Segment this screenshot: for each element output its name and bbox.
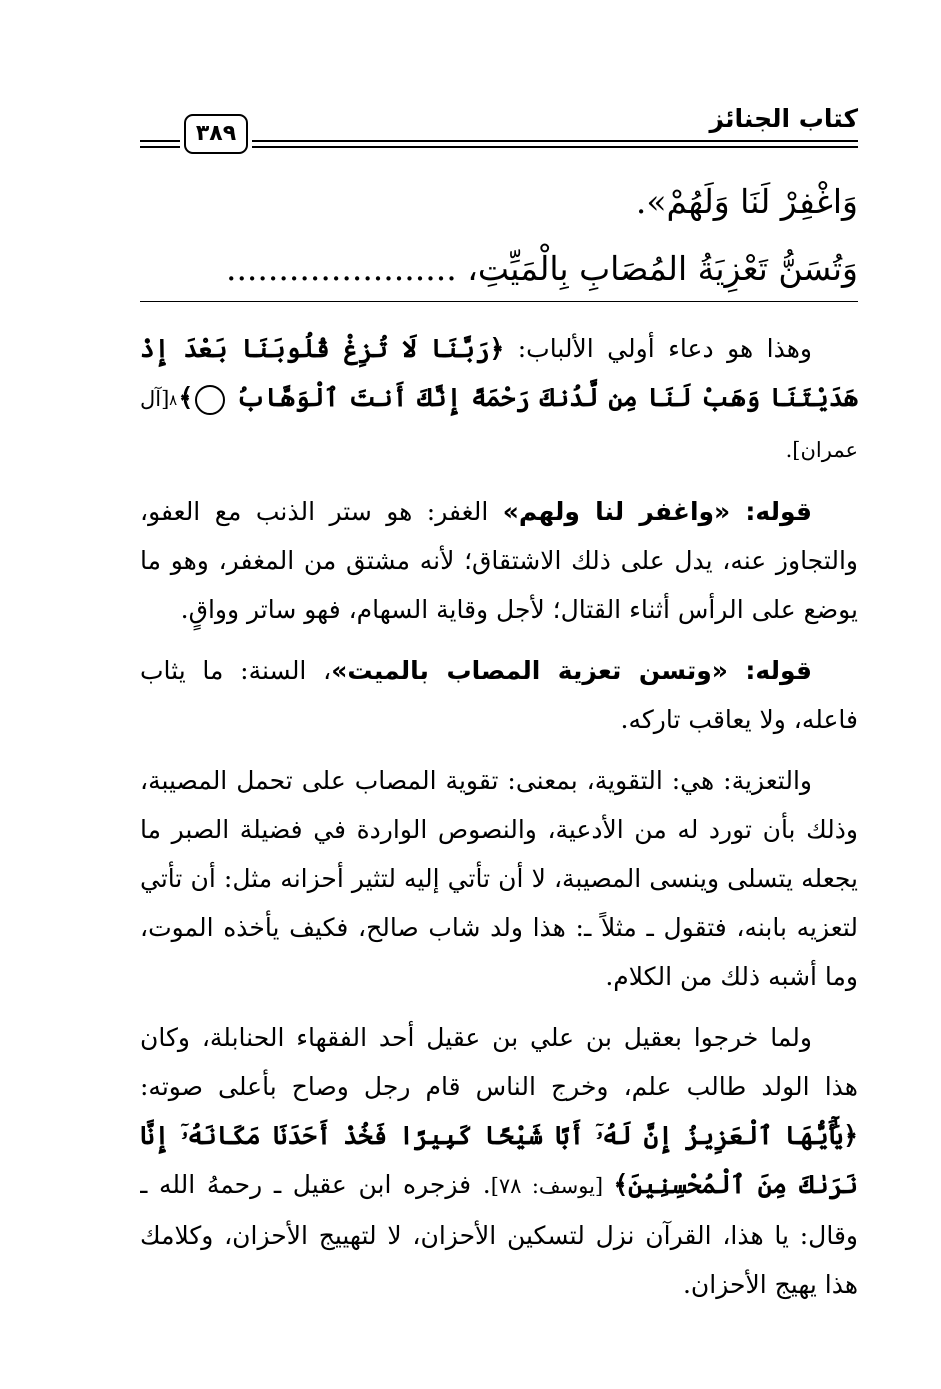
verse-reference-1: [آل عمران]. bbox=[140, 387, 858, 462]
header-rule-bottom bbox=[252, 146, 858, 148]
paragraph-1 bbox=[140, 324, 858, 475]
paragraph-2 bbox=[140, 487, 858, 634]
matn-dots: ...................... bbox=[225, 249, 457, 288]
matn-line-2-text: وَتُسَنُّ تَعْزِيَةُ المُصَابِ بِالْمَيِّتِ، bbox=[467, 249, 858, 288]
header-rule-left-bottom bbox=[140, 146, 180, 148]
paragraph-5-text-before: ولما خرجوا بعقيل بن علي بن عقيل أحد الفقهاء الحنابلة، وكان هذا الولد طالب علم، وخرج الناس قام رجل وصاح بأعلى صوته: bbox=[140, 1023, 858, 1101]
running-header bbox=[140, 100, 858, 160]
quran-verse-2: ﴿يَٰٓأَيُّهَا ٱلْعَزِيزُ إِنَّ لَهُۥٓ أَبًا شَيْخًا كَبِيرًا فَخُذْ أَحَدَنَا مَكَانَهُۥٓ إِنَّا نَرَىٰكَ مِنَ ٱلْمُحْسِنِينَ﴾ bbox=[140, 1121, 858, 1199]
paragraph-3-text: ، السنة: ما يثاب فاعله، ولا يعاقب تاركه. bbox=[140, 656, 858, 734]
paragraph-3 bbox=[140, 646, 858, 744]
paragraph-4-text: والتعزية: هي: التقوية، بمعنى: تقوية المصاب على تحمل المصيبة، وذلك بأن تورد له من الأدعية، والنصوص الواردة في فضيلة الصبر ما يجعله يتسلى وينسى المصيبة، لا أن تأتي إليه لتثير أحزانه مثل: أن تأتي لتعزيه بابنه، فتقول ـ مثلاً ـ: هذا ولد شاب صالح، فكيف يأخذه الموت، وما أشبه ذلك من الكلام. bbox=[140, 766, 858, 991]
matn-divider bbox=[140, 301, 858, 302]
paragraph-4 bbox=[140, 756, 858, 1001]
verse-number-marker: ٨ bbox=[195, 385, 225, 415]
commentary bbox=[140, 318, 858, 1328]
paragraph-2-lead: قوله: «واغفر لنا ولهم» bbox=[502, 497, 812, 526]
header-rule-top bbox=[252, 140, 858, 142]
header-rule-left-top bbox=[140, 140, 180, 142]
paragraph-3-lead: قوله: «وتسن تعزية المصاب بالميت» bbox=[331, 656, 812, 685]
paragraph-5 bbox=[140, 1013, 858, 1309]
book-title: كتاب الجنائز bbox=[709, 104, 858, 133]
page-number: ٣٨٩ bbox=[184, 114, 248, 154]
paragraph-1-text: وهذا هو دعاء أولي الألباب: bbox=[504, 334, 812, 363]
paragraph-5-text-after: . فزجره ابن عقيل ـ رحمهُ الله ـ وقال: يا هذا، القرآن نزل لتسكين الأحزان، لا لتهييج الأحزان، وكلامك هذا يهيج الأحزان. bbox=[140, 1170, 858, 1299]
quran-verse-1: ﴿رَبَّنَا لَا تُزِغْ قُلُوبَنَا بَعْدَ إِذْ هَدَيْتَنَا وَهَبْ لَنَا مِن لَّدُنكَ رَحْمَةً إِنَّكَ أَنتَ ٱلْوَهَّابُ bbox=[140, 334, 858, 412]
matn-line-2 bbox=[140, 240, 858, 298]
quran-verse-1-close: ﴾ bbox=[178, 383, 194, 412]
verse-reference-2: [يوسف: ٧٨] bbox=[490, 1174, 614, 1198]
matn-line-1: وَاغْفِرْ لَنَا وَلَهُمْ». bbox=[635, 182, 858, 221]
paragraph-2-text: الغفر: هو ستر الذنب مع العفو، والتجاوز عنه، يدل على ذلك الاشتقاق؛ لأنه مشتق من المغفر، وهو ما يوضع على الرأس أثناء القتال؛ لأجل وقاية السهام، فهو ساتر وواقٍ. bbox=[140, 497, 858, 624]
